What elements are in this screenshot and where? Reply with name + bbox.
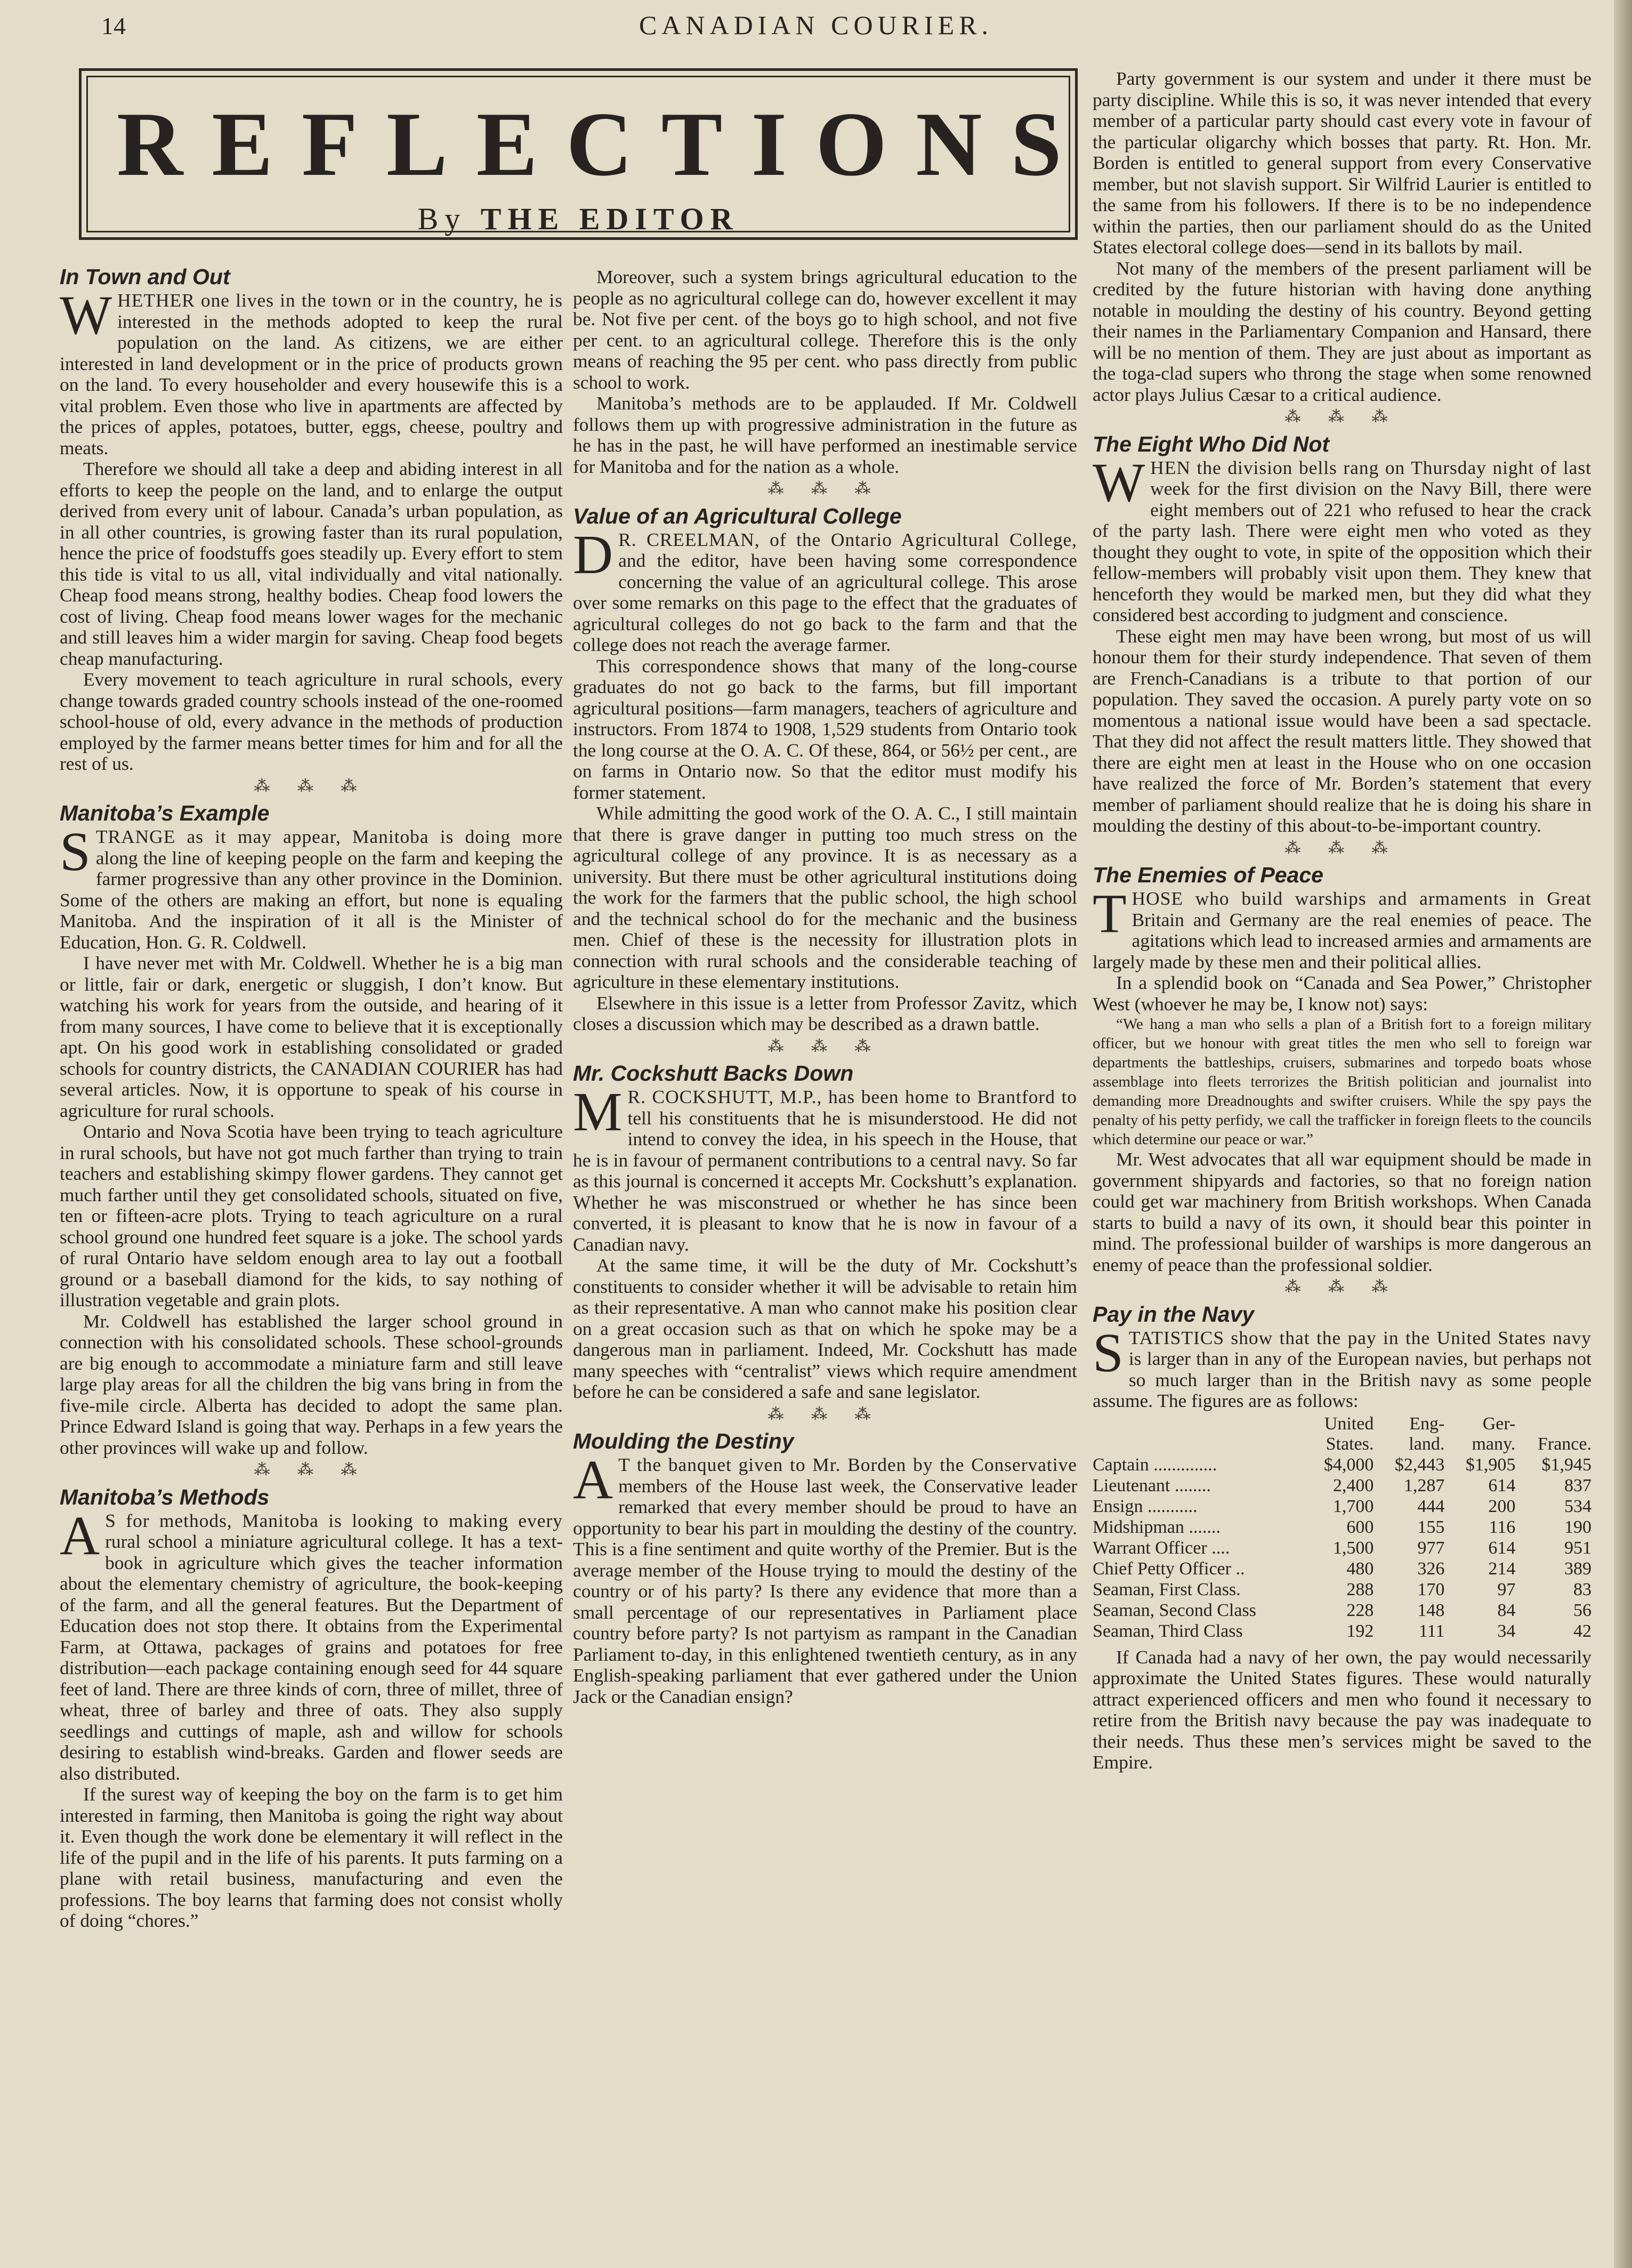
pay-value-cell: 200: [1488, 1496, 1516, 1516]
article-paragraph: I have never met with Mr. Coldwell. Whether he is a big man or little, fair or dark, energetic or sluggish, I don’t know. But watching his work for years from the outside, and hearing of it from many sources, I have come to believe that it is exceptionally apt. On his good work in establishing consolidated or graded schools for country districts, the CANADIAN COURIER has had several articles. Now, it is opportune to speak of his course in agriculture for rural schools.: [60, 952, 563, 1121]
pay-value-cell: 614: [1488, 1538, 1516, 1558]
table-row: [1093, 1538, 1591, 1558]
article-paragraph: Elsewhere in this issue is a letter from Professor Zavitz, which closes a discussion which may be described as a drawn battle.: [573, 992, 1077, 1034]
table-row: [1093, 1454, 1591, 1475]
article-paragraph: D R. CREELMAN, of the Ontario Agricultural College, and the editor, have been having some correspondence concerning the value of an agricultural college. This arose over some remarks on this page to the effect that the graduates of agricultural colleges do not go back to the farm and that the college does not reach the average farmer.: [573, 524, 1077, 655]
byline-prefix: By: [417, 202, 467, 236]
article-paragraph: In a splendid book on “Canada and Sea Power,” Christopher West (whoever he may be, I know not) says:: [1093, 972, 1591, 1015]
masthead-title: REFLECTIONS: [117, 94, 1090, 195]
page-spine-shadow: [1614, 0, 1632, 2268]
pay-table-body: [1093, 1454, 1591, 1642]
block-quote: “We hang a man who sells a plan of a British fort to a foreign military officer, but we honour with great titles the men who sell to foreign war departments the battleships, cruisers, submarines and torpedo boats whose assemblage into fleets terrorizes the British politician and journalist into demanding more Dreadnoughts and swifter cruisers. While the spy pays the penalty of his petty perfidy, we call the trafficker in foreign fleets to the councils which determine our peace or war.”: [1093, 1016, 1591, 1148]
rank-cell: Midshipman .......: [1093, 1517, 1221, 1537]
article-paragraph: Ontario and Nova Scotia have been trying to teach agriculture in rural schools, but have not got much farther than trying to train teachers and establishing skimpy flower gardens. They cannot get much farther until they get consolidated schools, situated on five, ten or fifteen-acre plots. Trying to teach agriculture on a rural school ground one hundred feet square is a joke. The school yards of rural Ontario have seldom enough area to lay out a football ground or a baseball diamond for the kids, to say nothing of illustration vegetable and grain plots.: [60, 1121, 563, 1310]
pay-value-cell: $2,443: [1394, 1454, 1445, 1475]
pay-value-cell: 534: [1564, 1496, 1591, 1516]
byline-name: THE EDITOR: [480, 202, 739, 236]
article-heading: Pay in the Navy: [1093, 1301, 1255, 1326]
table-row: [1093, 1621, 1591, 1642]
rank-cell: Lieutenant ........: [1093, 1475, 1211, 1495]
pay-table-header-row: [1093, 1414, 1591, 1454]
navy-pay-table: [1093, 1414, 1591, 1642]
article-paragraph: If Canada had a navy of her own, the pay would necessarily approximate the United States figures. These would naturally attract experienced officers and men who found it necessary to retire from the British navy because the pay was inadequate to their needs. Thus these men’s services might be saved to the Empire.: [1093, 1646, 1591, 1773]
drop-cap: D: [573, 524, 613, 585]
article-paragraph: Mr. Coldwell has established the larger school ground in connection with his consolidated schools. These school-grounds are big enough to accommodate a miniature farm and still leave large play areas for all the children the big vans bring in from the five-mile circle. Alberta has decided to adopt the same plan. Prince Edward Island is going that way. Perhaps in a few years the other provinces will wake up and follow.: [60, 1310, 563, 1458]
drop-cap: S: [1093, 1322, 1124, 1384]
pay-value-cell: 837: [1564, 1475, 1591, 1495]
drop-cap: T: [1093, 883, 1127, 944]
masthead-box: [79, 68, 1090, 240]
article-paragraph: A S for methods, Manitoba is looking to making every rural school a miniature agricultural college. It has a text-book in agriculture which gives the teacher information about the elementary chemistry of agriculture, the book-keeping of the farm, and all the general features. But the Department of Education does not stop there. It obtains from the Experimental Farm, at Ottawa, packages of grains and potatoes for free distribution—each package containing enough seed for 44 square feet of land. There are three kinds of corn, three of millet, three of wheat, three of barley and three of oats. They also supply seedlings and cuttings of maple, ash and willow for schools desiring to establish wind-breaks. Garden and flower seeds are also distributed.: [60, 1505, 563, 1784]
masthead-inner-frame: [86, 76, 1090, 236]
rank-cell: Ensign ...........: [1093, 1496, 1198, 1516]
column-3: [1093, 68, 1591, 1773]
table-row: [1093, 1496, 1591, 1517]
country-header-england: Eng- land.: [1409, 1413, 1445, 1454]
article-paragraph: WHETHER one lives in the town or in the country, he is interested in the methods adopted to keep the rural population on the land. As citizens, we are either interested in land development or in the price of products grown on the land. To every householder and every housewife this is a vital problem. Even those who live in apartments are affected by the prices of apples, potatoes, butter, eggs, cheese, poultry and meats.: [60, 285, 563, 459]
pay-value-cell: 170: [1417, 1579, 1445, 1599]
table-row: [1093, 1579, 1591, 1600]
article-heading: Manitoba’s Methods: [60, 1484, 270, 1509]
pay-value-cell: 326: [1417, 1558, 1445, 1579]
country-header-france: France.: [1537, 1434, 1591, 1454]
drop-cap: S: [60, 821, 91, 882]
pay-value-cell: 389: [1564, 1558, 1591, 1579]
pay-value-cell: 288: [1346, 1579, 1374, 1599]
section-ornament: ⁂ ⁂ ⁂: [1284, 1278, 1400, 1296]
drop-cap: W: [60, 285, 112, 346]
pay-value-cell: 84: [1497, 1600, 1516, 1620]
pay-value-cell: 192: [1346, 1621, 1374, 1641]
article-paragraph: While admitting the good work of the O. A. C., I still maintain that there is grave danger in putting too much stress on the agricultural college of any province. It is as necessary as a university. But there must be other agricultural institutions doing the work for the farmers that the public school, the high school and the technical school do for the mechanic and the business men. Chief of these is the necessity for illustration plots in connection with rural schools and the considerable teaching of agriculture in these elementary institutions.: [573, 802, 1077, 992]
section-ornament: ⁂ ⁂ ⁂: [254, 1461, 369, 1478]
pay-value-cell: 190: [1564, 1517, 1591, 1537]
article-paragraph: Therefore we should all take a deep and abiding interest in all efforts to keep the people on the land, and to enlarge the output derived from every unit of labour. Canada’s urban population, as in all other countries, is growing faster than its rural population, hence the price of foodstuffs goes steadily up. Every effort to stem this tide is vital to us all, vital individually and vital nationally. Cheap food means strong, healthy bodies. Cheap food lowers the cost of living. Cheap food means lower wages for the mechanic and still leaves him a wider margin for saving. Cheap food begets cheap manufacturing.: [60, 458, 563, 669]
pay-value-cell: 480: [1346, 1558, 1374, 1579]
section-ornament: ⁂ ⁂ ⁂: [1284, 408, 1400, 425]
article-paragraph: If the surest way of keeping the boy on the farm is to get him interested in farming, then Manitoba is going the right way about it. Even though the work done be elementary it will reflect in the life of the pupil and in the life of his parents. It puts farming on a plane with retail business, manufacturing and even the professions. The boy learns that farming does not consist wholly of doing “chores.”: [60, 1783, 563, 1931]
pay-value-cell: 977: [1417, 1538, 1445, 1558]
article-heading: In Town and Out: [60, 264, 230, 289]
section-ornament: ⁂ ⁂ ⁂: [767, 1037, 883, 1055]
drop-cap: M: [573, 1081, 623, 1143]
pay-value-cell: 444: [1417, 1496, 1445, 1516]
pay-value-cell: 228: [1346, 1600, 1374, 1620]
article-heading: Moulding the Destiny: [573, 1429, 794, 1453]
pay-value-cell: 155: [1417, 1517, 1445, 1537]
pay-value-cell: 56: [1573, 1600, 1591, 1620]
pay-value-cell: 111: [1418, 1621, 1445, 1641]
drop-cap: A: [60, 1505, 100, 1566]
table-row: [1093, 1558, 1591, 1579]
article-heading: The Eight Who Did Not: [1093, 431, 1330, 456]
pay-value-cell: 1,500: [1332, 1538, 1374, 1558]
pay-value-cell: 83: [1573, 1579, 1591, 1599]
column-1: [60, 261, 563, 1932]
rank-cell: Chief Petty Officer ..: [1093, 1558, 1245, 1579]
pay-value-cell: 148: [1417, 1600, 1445, 1620]
pay-value-cell: 600: [1346, 1517, 1374, 1537]
article-heading: The Enemies of Peace: [1093, 863, 1323, 887]
country-header-germany: Ger- many.: [1472, 1413, 1516, 1454]
pay-value-cell: 1,287: [1403, 1475, 1445, 1495]
rank-header-cell: [1093, 1414, 1303, 1454]
article-paragraph: M R. COCKSHUTT, M.P., has been home to Brantford to tell his constituents that he is misunderstood. He did not intend to convey the idea, in his speech in the House, that he is in favour of permanent contributions to a central navy. So far as this journal is concerned it accepts Mr. Cockshutt’s explanation. Whether he was misconstrued or whether he has since been converted, it is pleasant to know that he is now in favour of a Canadian navy.: [573, 1081, 1077, 1255]
rank-cell: Seaman, Second Class: [1093, 1600, 1256, 1620]
pay-value-cell: 951: [1564, 1538, 1591, 1558]
table-row: [1093, 1517, 1591, 1538]
article-paragraph: A T the banquet given to Mr. Borden by the Conservative members of the House last week, the Conservative leader remarked that every member should be proud to have an opportunity to bear his part in moulding the destiny of the country. This is a fine sentiment and quite worthy of the Premier. But is the average member of the House trying to mould the destiny of the country or of his party? Is there any evidence that more than a small percentage of our representatives in Parliament place country before party? Is not partyism as rampant in the Canadian Parliament to-day, in this enlightened twentieth century, as in any English-speaking parliament that ever gathered under the Union Jack or the Canadian ensign?: [573, 1449, 1077, 1707]
section-ornament: ⁂ ⁂ ⁂: [1284, 839, 1400, 857]
pay-value-cell: 2,400: [1332, 1475, 1374, 1495]
column-2: [573, 267, 1077, 1707]
pay-value-cell: 42: [1573, 1621, 1591, 1641]
rank-cell: Warrant Officer ....: [1093, 1538, 1230, 1558]
article-paragraph: Every movement to teach agriculture in rural schools, every change towards graded country schools instead of the one-roomed school-house of old, every advance in the methods of production employed by the farmer means better times for him and for all the rest of us.: [60, 669, 563, 774]
section-ornament: ⁂ ⁂ ⁂: [767, 1405, 883, 1423]
article-paragraph: Moreover, such a system brings agricultural education to the people as no agricultural college can do, however excellent it may be. Not five per cent. of the boys go to high school, and not five per cent. to an agricultural college. Therefore this is the only means of reaching the 95 per cent. who pass directly from public school to work.: [573, 266, 1077, 393]
rank-cell: Seaman, Third Class: [1093, 1621, 1243, 1641]
drop-cap: A: [573, 1449, 613, 1510]
article-paragraph: This correspondence shows that many of the long-course graduates do not go back to the farms, but fill important agricultural positions—farm managers, teachers of agriculture and instructors. From 1874 to 1908, 1,529 students from Ontario took the long course at the O. A. C. Of these, 864, or 56½ per cent., are on farms in Ontario now. So that the editor must modify his former statement.: [573, 655, 1077, 803]
rank-cell: Captain ..............: [1093, 1454, 1217, 1475]
masthead-byline: [88, 201, 1069, 237]
article-paragraph: Party government is our system and under it there must be party discipline. While this is so, it was never intended that every member of a particular party should cast every vote in favour of the particular oligarchy which bosses that party. Rt. Hon. Mr. Borden is entitled to general support from every Conservative member, but not slavish support. Sir Wilfrid Laurier is entitled to the same from his followers. If there is to be no independence within the parties, then our parliament should do as the United States electoral college does—send in its ballots by mail.: [1093, 68, 1591, 258]
pay-value-cell: $1,945: [1541, 1454, 1591, 1475]
pay-value-cell: $1,905: [1465, 1454, 1516, 1475]
country-header-us: United States.: [1324, 1413, 1374, 1454]
article-paragraph: Manitoba’s methods are to be applauded. If Mr. Coldwell follows them up with progressive administration in the future as he has in the past, he will have performed an inestimable service for Manitoba and for the nation as a whole.: [573, 392, 1077, 477]
drop-cap: W: [1093, 452, 1145, 513]
article-paragraph: Mr. West advocates that all war equipment should be made in government shipyards and factories, so that no foreign nation could get war machinery from British workshops. When Canada starts to build a navy of its own, it should bear this pointer in mind. The professional builder of warships is more dangerous an enemy of peace than the professional soldier.: [1093, 1148, 1591, 1275]
article-paragraph: STRANGE as it may appear, Manitoba is doing more along the line of keeping people on the farm and keeping the farmer progressive than any other province in the Dominion. Some of the others are making an effort, but none is equaling Manitoba. And the inspiration of it all is the Minister of Education, Hon. G. R. Coldwell.: [60, 821, 563, 953]
table-row: [1093, 1475, 1591, 1496]
pay-value-cell: 116: [1489, 1517, 1516, 1537]
article-heading: Manitoba’s Example: [60, 801, 270, 825]
page-number: 14: [101, 12, 126, 39]
pay-value-cell: 214: [1488, 1558, 1516, 1579]
running-head: CANADIAN COURIER.: [639, 10, 993, 40]
table-row: [1093, 1600, 1591, 1621]
article-paragraph: Not many of the members of the present parliament will be credited by the future historian with having done anything notable in moulding the destiny of his country. Beyond getting their names in the Parliamentary Companion and Hansard, there will be no mention of them. They are just about as important as the toga-clad supers who throng the stage when some renowned actor plays Julius Cæsar to a critical audience.: [1093, 257, 1591, 405]
article-heading: Value of an Agricultural College: [573, 503, 902, 528]
pay-value-cell: 614: [1488, 1475, 1516, 1495]
section-ornament: ⁂ ⁂ ⁂: [254, 777, 369, 795]
pay-value-cell: 97: [1497, 1579, 1516, 1599]
pay-value-cell: 1,700: [1332, 1496, 1374, 1516]
pay-value-cell: 34: [1497, 1621, 1516, 1641]
rank-cell: Seaman, First Class.: [1093, 1579, 1241, 1599]
pay-value-cell: $4,000: [1323, 1454, 1374, 1475]
article-paragraph: THOSE who build warships and armaments in Great Britain and Germany are the real enemies of peace. The agitations which lead to increased armies and armaments are largely made by these men and their political allies.: [1093, 883, 1591, 972]
article-paragraph: WHEN the division bells rang on Thursday night of last week for the first division on the Navy Bill, there were eight members out of 221 who refused to hear the crack of the party lash. There were eight men who voted as they thought they ought to vote, in spite of the opposition which their fellow-members will probably visit upon them. They knew that henceforth they would be marked men, but they did what they considered best according to judgment and conscience.: [1093, 452, 1591, 625]
article-paragraph: At the same time, it will be the duty of Mr. Cockshutt’s constituents to consider whether it will be advisable to retain him as their representative. A man who cannot make his position clear on a great occasion such as that on which he spoke may be a dangerous man in parliament. Indeed, Mr. Cockshutt has made many speeches with “centralist” views which require amendment before he can be considered a safe and sane legislator.: [573, 1254, 1077, 1402]
section-ornament: ⁂ ⁂ ⁂: [767, 480, 883, 497]
article-paragraph: These eight men may have been wrong, but most of us will honour them for their sturdy independence. That seven of them are French-Canadians is a tribute to that portion of our population. They saved the occasion. A purely party vote on so momentous a national issue would have been a sad spectacle. That they did not affect the result matters little. They showed that there are eight men at least in the House who on one occasion have realized the force of Mr. Borden’s statement that every member of parliament should realize that he is doing his share in moulding the destiny of this about-to-be-important country.: [1093, 625, 1591, 836]
article-heading: Mr. Cockshutt Backs Down: [573, 1061, 854, 1085]
article-paragraph: STATISTICS show that the pay in the United States navy is larger than in any of the European navies, but perhaps not so much larger than in the British navy as some people assume. The figures are as follows:: [1093, 1322, 1591, 1411]
